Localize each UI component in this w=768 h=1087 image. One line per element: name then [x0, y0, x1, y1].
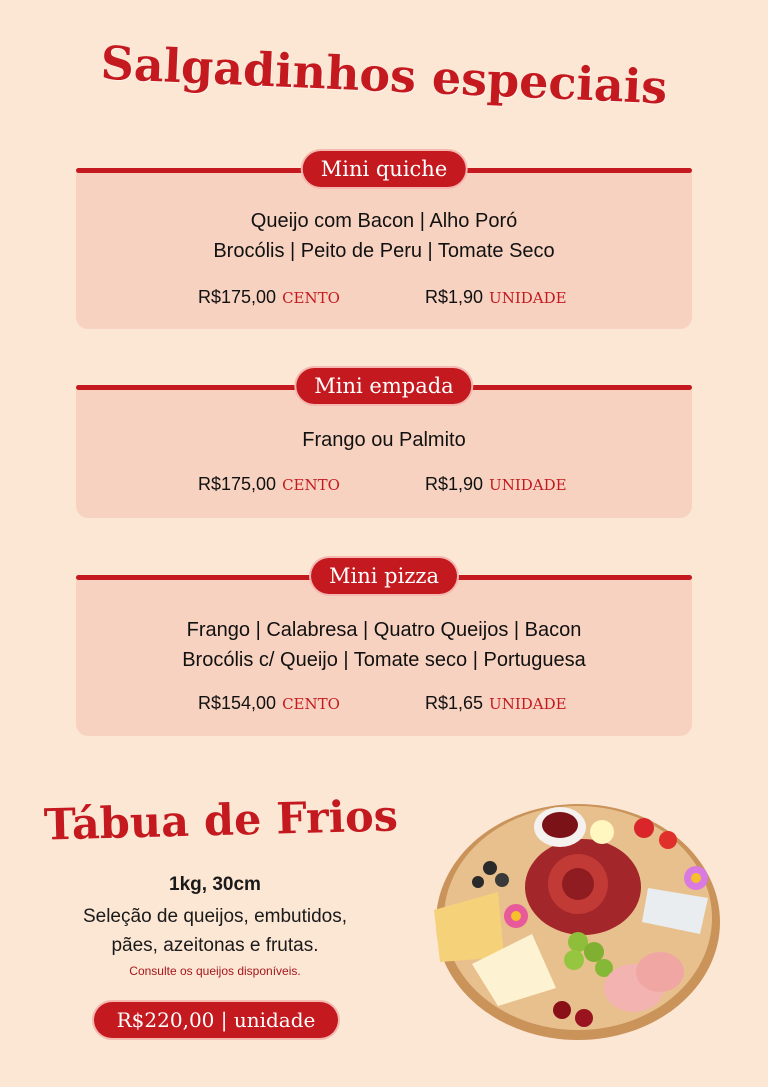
tabua-description [40, 902, 390, 960]
price-value: R$1,90 [425, 474, 484, 494]
price-unidade [425, 474, 567, 495]
price-unit-label: UNIDADE [489, 476, 567, 494]
price-value: R$175,00 [198, 287, 277, 307]
price-value: R$175,00 [198, 474, 277, 494]
item-line: Queijo com Bacon | Alho Poró [250, 210, 518, 232]
section-mini-quiche [76, 157, 692, 330]
section-items [76, 615, 692, 675]
price-unit-label: CENTO [282, 695, 340, 713]
price-cento [198, 287, 340, 308]
price-unit-label: CENTO [282, 476, 340, 494]
item-line: Brocólis | Peito de Peru | Tomate Seco [213, 240, 555, 262]
item-line: Frango ou Palmito [302, 429, 466, 451]
tabua-note: Consulte os queijos disponíveis. [129, 964, 301, 978]
price-unidade [425, 693, 567, 714]
description-line: Seleção de queijos, embutidos, [82, 906, 348, 927]
section-mini-pizza [76, 564, 692, 737]
tabua-title: Tábua de Frios [43, 791, 399, 851]
section-title: Mini pizza [311, 558, 457, 594]
section-mini-empada [76, 374, 692, 519]
page-title: Salgadinhos especiais [99, 35, 669, 115]
price-unit-label: CENTO [282, 289, 340, 307]
price-value: R$1,65 [425, 693, 484, 713]
tabua-price-badge: R$220,00 | unidade [94, 1002, 338, 1038]
section-title: Mini quiche [303, 151, 466, 187]
section-items [76, 206, 692, 266]
price-unidade [425, 287, 567, 308]
item-line: Frango | Calabresa | Quatro Queijos | Bacon [186, 619, 582, 641]
description-line: pães, azeitonas e frutas. [111, 935, 319, 956]
price-unit-label: UNIDADE [489, 289, 567, 307]
section-title: Mini empada [296, 368, 471, 404]
item-line: Brocólis c/ Queijo | Tomate seco | Portuguesa [182, 649, 586, 671]
section-items [76, 425, 692, 455]
charcuterie-board-image [428, 792, 724, 1044]
price-cento [198, 474, 340, 495]
tabua-weight: 1kg, 30cm [169, 874, 261, 895]
price-value: R$154,00 [198, 693, 277, 713]
price-value: R$1,90 [425, 287, 484, 307]
charcuterie-board-icon [428, 792, 724, 1044]
price-cento [198, 693, 340, 714]
price-unit-label: UNIDADE [489, 695, 567, 713]
